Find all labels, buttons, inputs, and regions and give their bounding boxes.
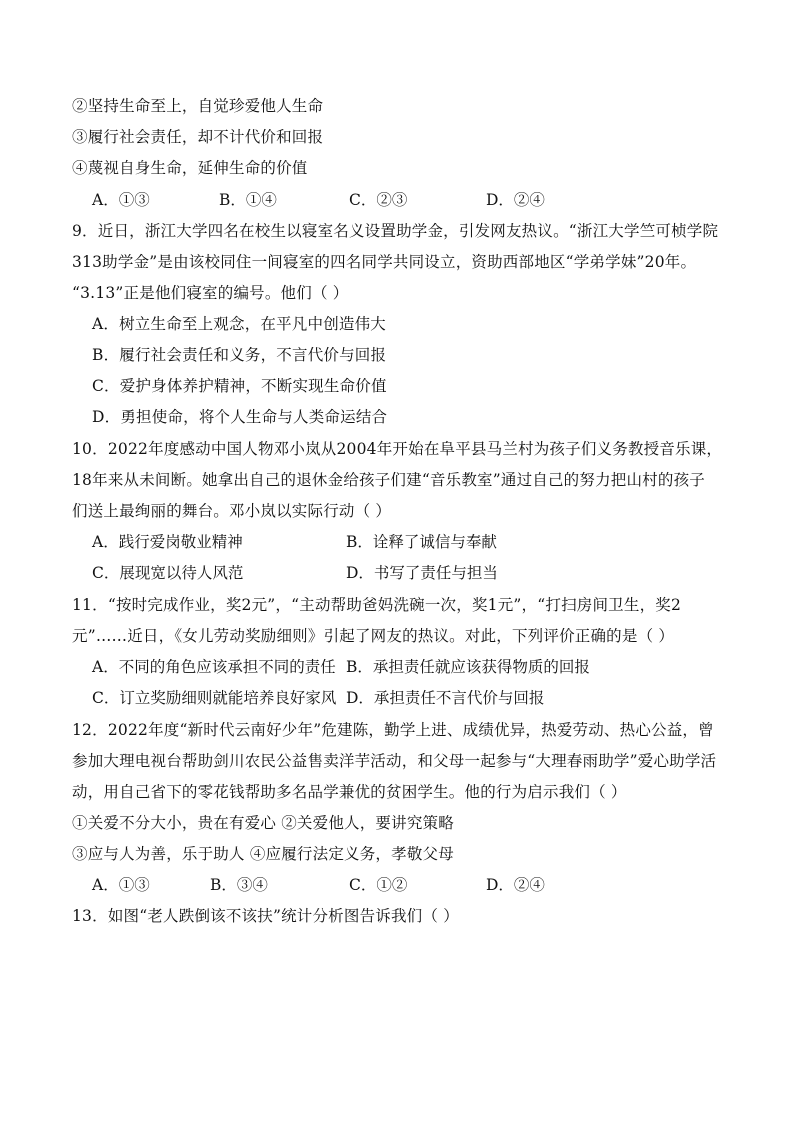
q11-option-d[interactable]: D．承担责任不言代价与回报 [346,689,545,707]
q9-stem-line-2: 313助学金”是由该校同住一间寝室的四名同学共同设立，资助西部地区“学弟学妹”20年。 [72,253,697,271]
q8-statement-3: ③履行社会责任，却不计代价和回报 [72,128,324,146]
q8-options [92,190,592,210]
q12-option-a[interactable]: A．①③ [92,876,150,894]
q8-option-b[interactable]: B．①④ [219,191,277,209]
q12-statements-line-1: ①关爱不分大小，贵在有爱心 ②关爱他人，要讲究策略 [72,814,454,832]
q9-stem-line-1: 9．近日，浙江大学四名在校生以寝室名义设置助学金，引发网友热议。“浙江大学竺可桢学院 [72,222,719,240]
q12-option-d[interactable]: D．②④ [486,876,545,894]
q10-option-a[interactable]: A．践行爱岗敬业精神 [92,533,243,551]
q9-option-d[interactable]: D．勇担使命，将个人生命与人类命运结合 [92,408,388,426]
q8-option-d[interactable]: D．②④ [486,191,545,209]
q8-statement-4: ④蔑视自身生命，延伸生命的价值 [72,159,308,177]
q11-options-row-2 [92,688,652,708]
q10-stem-line-2: 18年来从未间断。她拿出自己的退休金给孩子们建“音乐教室”通过自己的努力把山村的孩子 [72,471,705,489]
q9-option-c[interactable]: C．爱护身体养护精神，不断实现生命价值 [92,377,387,395]
q11-option-b[interactable]: B．承担责任就应该获得物质的回报 [346,658,590,676]
q10-option-b[interactable]: B．诠释了诚信与奉献 [346,533,497,551]
q10-stem-line-3: 们送上最绚丽的舞台。邓小岚以实际行动（ ） [72,502,392,520]
q9-option-a[interactable]: A．树立生命至上观念，在平凡中创造伟大 [92,315,386,333]
q12-option-b[interactable]: B．③④ [210,876,268,894]
q10-option-c[interactable]: C．展现宽以待人风范 [92,564,244,582]
q8-option-a[interactable]: A．①③ [92,191,150,209]
q10-option-d[interactable]: D．书写了责任与担当 [346,564,498,582]
q11-option-a[interactable]: A．不同的角色应该承担不同的责任 [92,658,336,676]
q8-option-c[interactable]: C．②③ [349,191,408,209]
q10-options-row-2 [92,563,612,583]
q11-stem-line-1: 11．“按时完成作业，奖2元”，“主动帮助爸妈洗碗一次，奖1元”，“打扫房间卫生，奖2 [72,596,682,614]
q8-statement-2: ②坚持生命至上，自觉珍爱他人生命 [72,97,324,115]
q12-options [92,875,592,895]
q11-stem-line-2: 元”……近日，《女儿劳动奖励细则》引起了网友的热议。对此，下列评价正确的是（ ） [72,627,675,645]
q10-stem-line-1: 10．2022年度感动中国人物邓小岚从2004年开始在阜平县马兰村为孩子们义务教授音乐课， [72,440,723,458]
q12-option-c[interactable]: C．①② [349,876,408,894]
q10-options-row-1 [92,532,612,552]
q12-statements-line-2: ③应与人为善，乐于助人 ④应履行法定义务，孝敬父母 [72,845,454,863]
q12-stem-line-1: 12．2022年度“新时代云南好少年”危建陈，勤学上进、成绩优异，热爱劳动、热心公益，曾 [72,721,714,739]
q9-stem-line-3: “3.13”正是他们寝室的编号。他们（ ） [72,284,349,302]
q11-option-c[interactable]: C．订立奖励细则就能培养良好家风 [92,689,337,707]
q12-stem-line-2: 参加大理电视台帮助剑川农民公益售卖洋芋活动，和父母一起参与“大理春雨助学”爱心助学活 [72,752,717,770]
q11-options-row-1 [92,657,652,677]
q9-option-b[interactable]: B．履行社会责任和义务，不言代价与回报 [92,346,387,364]
q13-stem-line-1: 13．如图“老人跌倒该不该扶”统计分析图告诉我们（ ） [72,907,459,925]
q12-stem-line-3: 动，用自己省下的零花钱帮助多名品学兼优的贫困学生。他的行为启示我们（ ） [72,783,627,801]
